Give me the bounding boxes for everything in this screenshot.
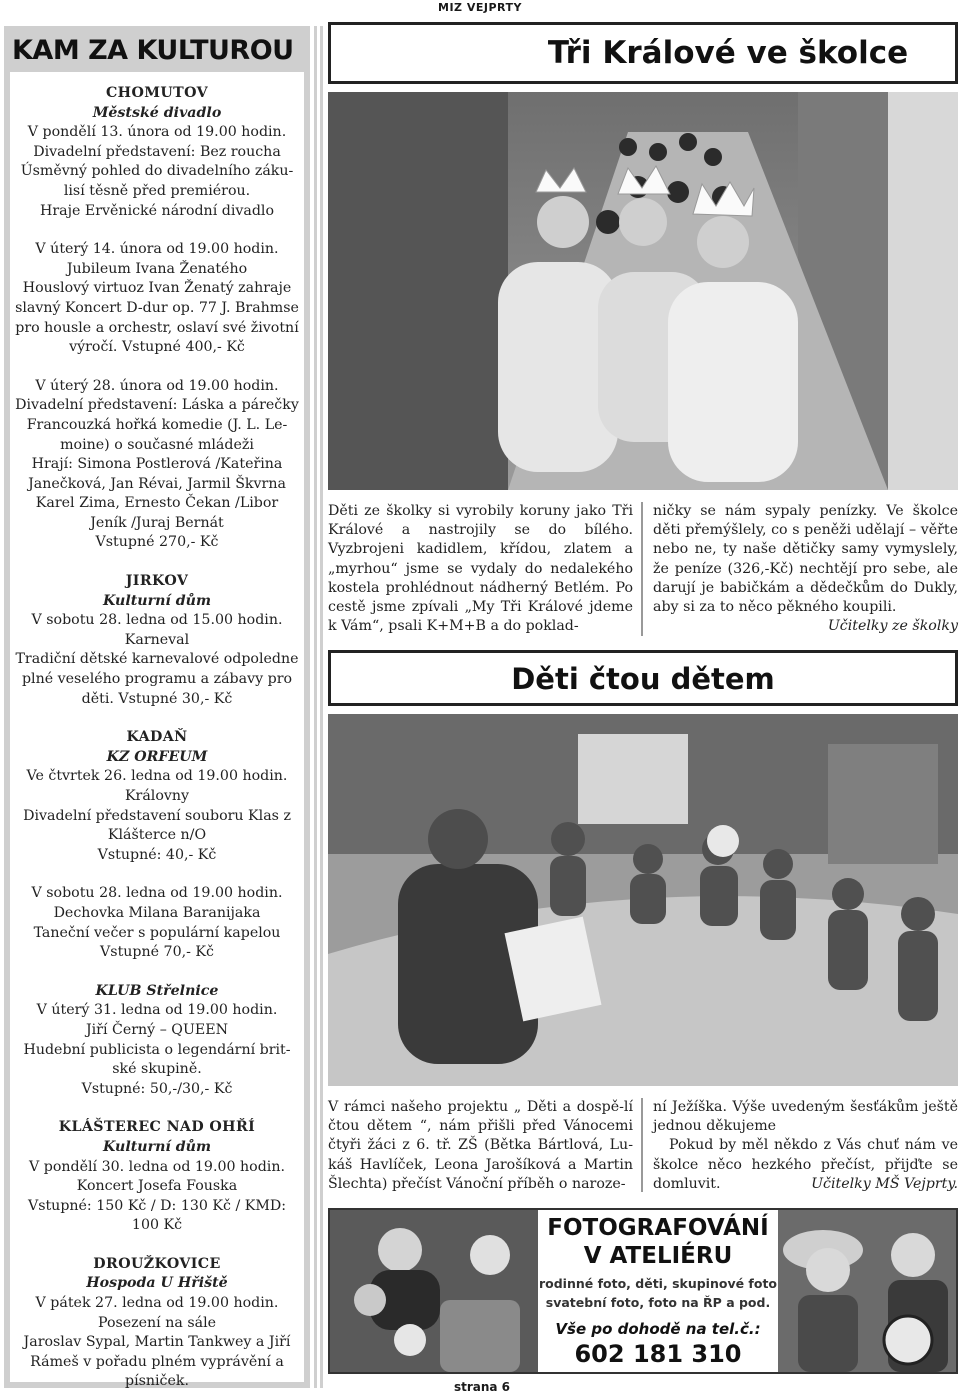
article-signature: Učitelky MŠ Vejprty. (811, 1176, 958, 1193)
event-line: Houslový virtuoz Ivan Ženatý zahraje (22, 280, 292, 297)
event-line: Hraje Ervěnické národní divadlo (39, 202, 275, 219)
spacer (10, 1236, 304, 1255)
article-signature: Učitelky ze školky (827, 618, 958, 635)
event-line: plné veselého programu a zábavy pro (21, 671, 293, 688)
reading-kids-photo (328, 714, 958, 1086)
event-line: lisí těsně před premiérou. (63, 182, 251, 199)
event-line: výročí. Vstupné 400,- Kč (69, 339, 245, 356)
event-line: Královny (124, 788, 190, 804)
text-column-divider (641, 502, 643, 636)
ad-service-line: rodinné foto, děti, skupinové foto (538, 1276, 778, 1291)
spacer (10, 358, 304, 377)
article-paragraph: Pokud by měl někdo z Vás chuť nám ve školce něco hezkého přečíst, přijďte se domluvit. (653, 1137, 958, 1192)
event-line: děti. Vstupné 30,- Kč (81, 690, 233, 707)
three-kings-illustration (328, 92, 958, 490)
event-line: Jeník /Juraj Bernát (90, 514, 224, 531)
event-place: KLÁŠTEREC NAD OHŘÍ (58, 1119, 256, 1136)
reading-illustration (328, 714, 958, 1086)
spacer (10, 963, 304, 982)
event-line: V pátek 27. ledna od 19.00 hodin. (35, 1295, 279, 1312)
event-line: Karel Zima, Ernesto Čekan /Libor (35, 495, 279, 512)
page-header-tag: MIZ VEJPRTY (438, 1, 522, 14)
column-divider (320, 26, 323, 1388)
event-line: Vstupné 270,- Kč (95, 534, 219, 551)
page-number: strana 6 (453, 1380, 511, 1394)
event-line: Jubileum Ivana Ženatého (66, 260, 248, 277)
event-venue: Hospoda U Hřiště (86, 1275, 228, 1292)
article-title-box (328, 22, 958, 84)
article-title: Tři Králové ve školce (547, 35, 909, 71)
banjo-kids-photo (778, 1210, 956, 1372)
spacer (10, 1099, 304, 1118)
event-line: V sobotu 28. ledna od 19.00 hodin. (31, 885, 283, 902)
event-line: pro housle a orchestr, oslaví své životní (15, 319, 299, 336)
event-line: V sobotu 28. ledna od 15.00 hodin. (31, 612, 283, 629)
ad-title-line-1: FOTOGRAFOVÁNÍ (547, 1215, 769, 1241)
event-line: 100 Kč (131, 1217, 183, 1234)
ad-contact-note: Vše po dohodě na tel.č.: (555, 1320, 761, 1338)
event-line: V pondělí 13. února od 19.00 hodin. (27, 124, 287, 141)
event-line: Vstupné: 50,-/30,- Kč (81, 1080, 233, 1097)
event-line: Divadelní představení: Láska a párečky (15, 397, 299, 414)
event-venue: Kulturní dům (103, 1138, 211, 1155)
event-line: Hrají: Simona Postlerová /Kateřina (31, 456, 283, 473)
ad-phone: 602 181 310 (574, 1340, 742, 1368)
text-column-divider (641, 1098, 643, 1192)
event-line: Hudební publicista o legendární brit- (23, 1041, 291, 1058)
event-line: písniček. (124, 1373, 190, 1390)
event-line: Vstupné: 150 Kč / D: 130 Kč / KMD: (27, 1197, 287, 1214)
event-line: ské skupině. (112, 1061, 202, 1078)
spacer (10, 709, 304, 728)
article-paragraph: V rámci našeho projektu „ Děti a dospě-lí čtou dětem “, nám přišli před Vánocemi čtyři žáci z 6. tř. ZŠ (Bětka Bártlová, Lu-káš Havlíček, Leona Jarošíková a Martin Šlechta) přečíst Vánoční příběh o naroze- (328, 1099, 633, 1192)
culture-listing (10, 72, 304, 1390)
spacer (10, 865, 304, 884)
culture-column (4, 26, 310, 1388)
event-venue: KZ ORFEUM (106, 748, 208, 765)
event-line: Ve čtvrtek 26. ledna od 19.00 hodin. (26, 768, 288, 785)
event-line: Dechovka Milana Baranijaka (53, 904, 261, 921)
event-line: Tradiční dětské karnevalové odpoledne (15, 651, 299, 668)
event-line: V úterý 28. února od 19.00 hodin. (35, 377, 279, 394)
event-line: Karneval (124, 631, 190, 648)
event-line: Posezení na sále (97, 1314, 217, 1331)
event-line: Divadelní představení: Bez roucha (33, 143, 281, 160)
culture-title: KAM ZA KULTUROU (12, 35, 294, 66)
event-line: Jaroslav Sypal, Martin Tankwey a Jiří (23, 1334, 291, 1351)
spacer (10, 553, 304, 572)
ad-title-line-2: V ATELIÉRU (583, 1243, 733, 1269)
event-venue: Městské divadlo (92, 104, 222, 121)
ad-service-line: svatební foto, foto na ŘP a pod. (545, 1295, 771, 1310)
event-line: Koncert Josefa Fouska (76, 1178, 238, 1195)
event-line: Taneční večer s populární kapelou (33, 924, 281, 941)
event-place: DROUŽKOVICE (93, 1255, 221, 1272)
event-place: KADAŇ (126, 729, 188, 746)
ad-services (538, 1274, 778, 1312)
column-divider (314, 26, 317, 1388)
family-photo (330, 1210, 538, 1372)
article-text-column-1 (328, 502, 633, 636)
event-line: Klášterce n/O (107, 827, 207, 844)
three-kings-photo (328, 92, 958, 490)
event-line: V pondělí 30. ledna od 19.00 hodin. (29, 1158, 285, 1175)
ad-title (538, 1214, 778, 1270)
article-title-box (328, 650, 958, 706)
spacer (10, 221, 304, 240)
event-line: Vstupné: 40,- Kč (97, 846, 217, 863)
article-paragraph: Děti ze školky si vyrobily koruny jako Tři Králové a nastrojily se do bílého. Vyzbrojeni kadidlem, křídou, zlatem a „myrhou“ jsme se vydaly do nedalekého kostela prohlédnout nádherný Betlém. Po cestě jsme zpívali „My Tři Králové jdeme k Vám“, psali K+M+B a do poklad- (328, 503, 633, 635)
article-text-column-2 (653, 1098, 958, 1194)
event-line: Divadelní představení souboru Klas z (23, 807, 291, 824)
event-place: CHOMUTOV (105, 85, 208, 101)
event-block-chomutov (10, 84, 304, 1392)
photo-studio-ad (328, 1208, 958, 1374)
article-title: Děti čtou dětem (511, 662, 775, 696)
event-line: Francouzká hořká komedie (J. L. Le- (26, 416, 288, 433)
article-text-column-1 (328, 1098, 633, 1194)
event-line: moine) o současné mládeži (60, 436, 254, 453)
event-line: Vstupné 70,- Kč (100, 944, 214, 961)
event-line: V úterý 31. ledna od 19.00 hodin. (36, 1002, 278, 1019)
event-line: Jiří Černý – QUEEN (85, 1021, 229, 1038)
event-line: Rámeš v pořadu plném vyprávění a (30, 1353, 284, 1370)
event-line: Úsměvný pohled do divadelního záku- (20, 163, 294, 180)
article-paragraph: ničky se nám sypaly penízky. Ve školce děti přemýšlely, co s peněži udělají – věřte nebo ne, ty naše dětičky samy vymyslely, že peníze (326,-Kč) nechtějí pro sebe, ale darují je babičkám a dědečkům do Dukly, aby si za to něco pěkného koupili. (653, 503, 958, 616)
event-line: V úterý 14. února od 19.00 hodin. (35, 241, 279, 258)
event-place: JIRKOV (125, 573, 189, 590)
article-text-column-2 (653, 502, 958, 636)
event-venue: KLUB Střelnice (95, 982, 219, 999)
event-venue: Kulturní dům (103, 592, 211, 609)
event-line: slavný Koncert D-dur op. 77 J. Brahmse (15, 299, 299, 316)
event-line: Janečková, Jan Révai, Jarmil Škvrna (28, 475, 286, 492)
article-paragraph: ní Ježíška. Výše uvedeným šesťákům ještě jednou děkujeme (653, 1099, 958, 1135)
